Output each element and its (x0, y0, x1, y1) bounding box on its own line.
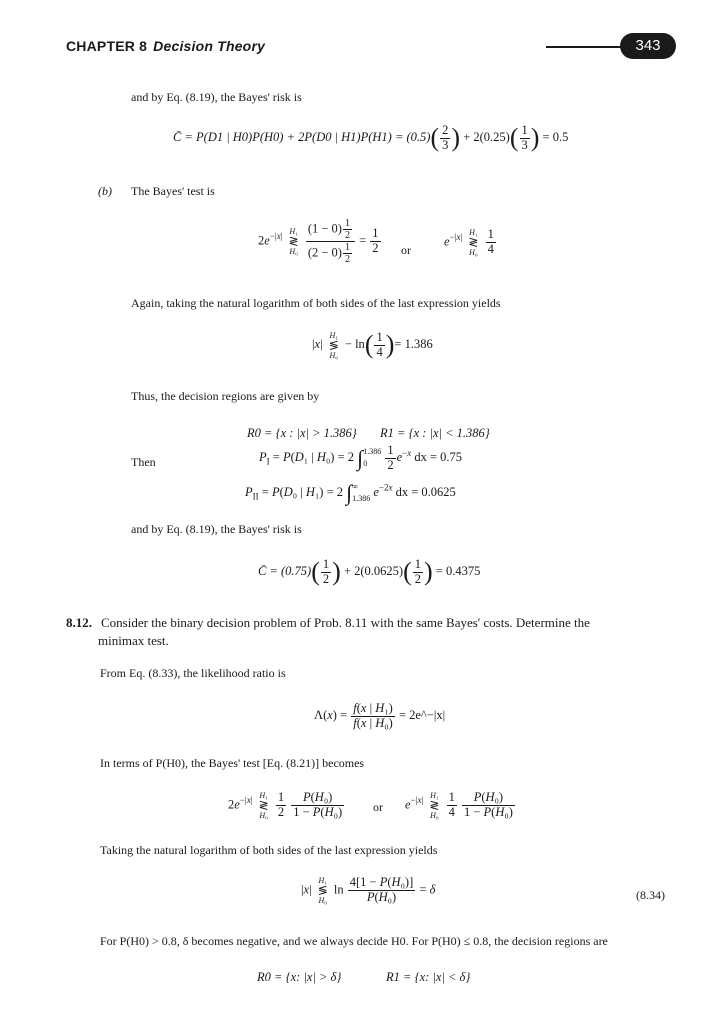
page-number: 343 (620, 33, 676, 59)
equation-bayes-test-alt: $e^{-|x|}$ H₁ ≷ H₀ $\frac{1}{4}$ (444, 227, 494, 257)
paragraph: Again, taking the natural logarithm of both sides of the last expression yields (131, 296, 501, 310)
problem-number: 8.12. (66, 615, 92, 630)
paragraph: Thus, the decision regions are given by (131, 389, 320, 403)
final-region-R1: R1 = {x: |x| < δ} (386, 970, 471, 984)
then-word: Then (131, 455, 156, 469)
part-label-b: (b) (98, 184, 112, 198)
equation-bayes-risk-1: C̄ = P(D1 | H0)P(H0) + 2P(D0 | H1)P(H1) = (0.5)( $\frac{2}{3}$ ) + 2(0.25)( $\frac{1}{3}$ ) = 0.5 (173, 122, 569, 152)
or-word: or (373, 800, 383, 814)
or-word: or (401, 243, 411, 257)
equation-bayes-test: $2e^{-|x|}$ H₁ ≷ H₀ (1 − 0) $\frac{1}{2}$ (2 − 0) $\frac{1}{2}$ = $\frac{1}{2}$ (258, 218, 379, 265)
equation-ln: |x| H₁ ≶ H₀ − ln( $\frac{1}{4}$ )= 1.386 (312, 329, 433, 360)
chapter-label: CHAPTER 8 (66, 38, 148, 54)
problem-text-line2: minimax test. (98, 633, 169, 648)
equation-bayes-test-pH0: $2e^{-|x|}$ H₁ ≷ H₀ $\frac{1}{2}$ $\frac{\text{P(H₀)}}{\text{1 − P(H₀)}}$ (228, 790, 343, 820)
equation-likelihood-ratio: Λ(x) = $\frac{\text{f(x | H₁)}}{\text{f(x | H₀)}}$ = 2e^−|x| (314, 701, 446, 730)
paragraph: The Bayes' test is (131, 184, 215, 198)
paragraph: Taking the natural logarithm of both sides of the last expression yields (100, 843, 438, 857)
equation-number: (8.34) (636, 888, 665, 902)
equation-PII: $P_{II} = P(D_0$ | H₁) = 2 ∫∞ 1.386 $e^{-2x}$ dx = 0.0625 (245, 480, 456, 505)
region-R0: R0 = {x : |x| > 1.386} (247, 426, 357, 440)
equation-PI: $P_I = P(D_1$ | H₀) = 2 ∫1.386 0 $\frac{1}{2}$ $e^{-x}$ dx = 0.75 (259, 443, 463, 472)
paragraph: In terms of P(H0), the Bayes' test [Eq. (8.21)] becomes (100, 756, 365, 770)
header-rule (546, 46, 626, 48)
paragraph: From Eq. (8.33), the likelihood ratio is (100, 666, 286, 680)
paragraph: and by Eq. (8.19), the Bayes' risk is (131, 90, 302, 104)
eq-text: C̄ = P(D1 | H0)P(H0) + 2P(D0 | H1)P(H1) = (0.5) (173, 129, 431, 144)
paragraph: and by Eq. (8.19), the Bayes' risk is (131, 522, 302, 536)
region-R1: R1 = {x : |x| < 1.386} (380, 426, 490, 440)
problem-text-line1: Consider the binary decision problem of Prob. 8.11 with the same Bayes' costs. Determine the (101, 615, 590, 630)
chapter-title: Decision Theory (153, 38, 266, 54)
chapter-header (66, 38, 265, 54)
equation-bayes-risk-2: C̄ = (0.75)( $\frac{1}{2}$ ) + 2(0.0625)( $\frac{1}{2}$ ) = 0.4375 (258, 556, 481, 586)
final-region-R0: R0 = {x: |x| > δ} (257, 970, 342, 984)
equation-8-34: |x| H₁ ≶ H₀ ln $\frac{\text{4[1 − P(H₀)]}}{\text{P(H₀)}}$ = δ (301, 875, 436, 905)
paragraph: For P(H0) > 0.8, δ becomes negative, and we always decide H0. For P(H0) ≤ 0.8, the decision regions are (100, 934, 608, 948)
equation-bayes-test-pH0-alt: $e^{-|x|}$ H₁ ≷ H₀ $\frac{1}{4}$ $\frac{\text{P(H₀)}}{\text{1 − P(H₀)}}$ (405, 790, 513, 820)
